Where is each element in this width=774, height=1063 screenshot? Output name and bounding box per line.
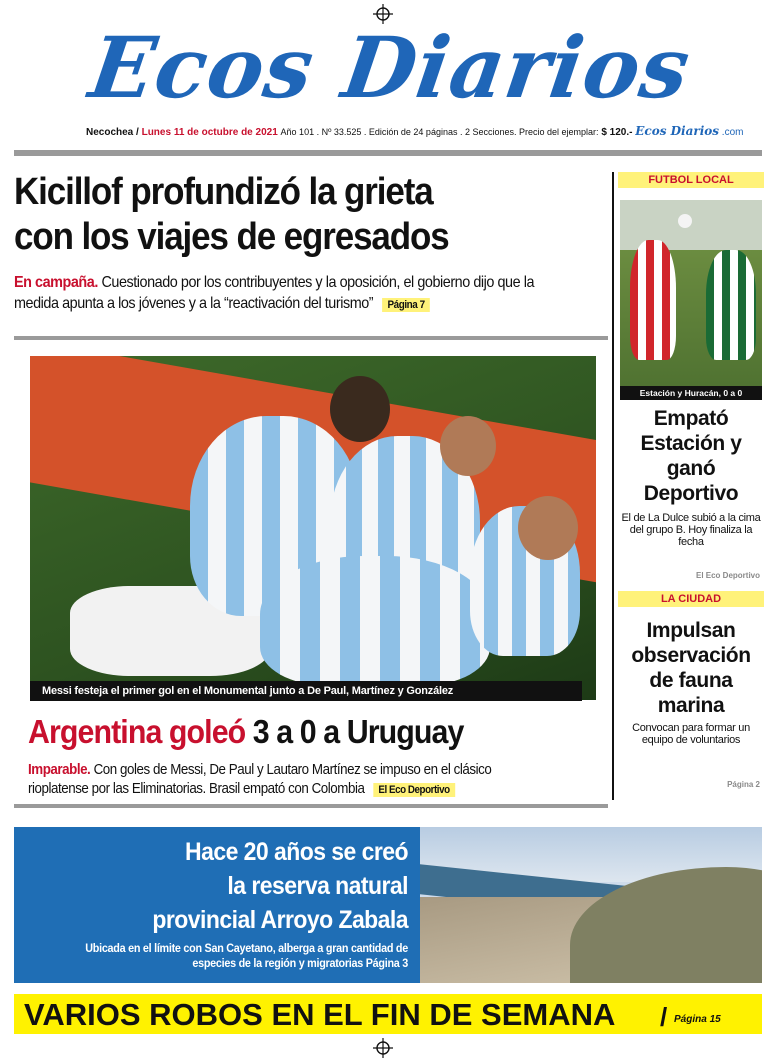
sidebar-body-2: Convocan para formar un equipo de voluntarios — [632, 722, 750, 746]
feature-headline-line2: la reserva natural — [227, 872, 408, 900]
lower-divider — [14, 804, 608, 808]
top-divider — [14, 150, 762, 156]
masthead-title: Ecos Diarios — [83, 18, 697, 117]
dateline-com[interactable]: .com — [721, 127, 744, 138]
feature-box[interactable] — [14, 827, 420, 983]
sidebar-body-1: El de La Dulce subió a la cima del grupo B. Hoy finaliza la fecha — [621, 512, 761, 548]
lead-summary — [14, 272, 554, 316]
bottom-banner-separator: / — [660, 1002, 668, 1032]
dateline-details: Año 101 . Nº 33.525 . Edición de 24 páginas . 2 Secciones. Precio del ejemplar: — [280, 127, 599, 137]
feature-headline-line1: Hace 20 años se creó — [185, 838, 408, 866]
masthead[interactable] — [60, 18, 720, 118]
photo-story-summary — [28, 760, 544, 800]
dateline-date: Lunes 11 de octubre de 2021 — [141, 127, 278, 138]
middle-divider — [14, 336, 608, 340]
photo-story-kicker: Imparable. — [28, 761, 91, 778]
sidebar-headline-1[interactable]: Empató Estación y ganó Deportivo — [640, 407, 742, 505]
photo-story-headline-red: Argentina goleó — [28, 713, 246, 750]
sidebar-credit-2[interactable]: Página 2 — [727, 780, 760, 789]
registration-mark-icon — [373, 1038, 393, 1058]
lead-kicker: En campaña. — [14, 274, 98, 291]
dateline-city: Necochea / — [86, 127, 139, 138]
photo-story-text: Con goles de Messi, De Paul y Lautaro Martínez se impuso en el clásico rioplatense por las Eliminatorias. Brasil empató con Colombia — [28, 761, 492, 797]
feature-headline-line3: provincial Arroyo Zabala — [152, 906, 408, 934]
photo-story-headline[interactable] — [28, 712, 562, 752]
dateline — [86, 124, 744, 138]
sidebar-photo-caption: Estación y Huracán, 0 a 0 — [620, 386, 762, 400]
sidebar-headline-2[interactable]: Impulsan observación de fauna marina — [631, 619, 751, 717]
feature-text: Ubicada en el límite con San Cayetano, alberga a gran cantidad de especies de la región y migratorias Página 3 — [85, 941, 409, 970]
lead-headline[interactable] — [14, 170, 557, 260]
lead-page-ref[interactable]: Página 7 — [382, 298, 430, 312]
main-photo[interactable] — [30, 356, 596, 700]
lead-headline-line2: con los viajes de egresados — [14, 216, 449, 258]
bottom-banner-text: VARIOS ROBOS EN EL FIN DE SEMANA — [24, 997, 616, 1032]
sidebar-credit-1[interactable]: El Eco Deportivo — [695, 571, 760, 580]
dateline-price: $ 120.- — [601, 127, 633, 138]
sidebar-photo[interactable] — [620, 200, 762, 400]
lead-headline-line1: Kicillof profundizó la grieta — [14, 171, 433, 213]
section-label-futbol-local[interactable]: FUTBOL LOCAL — [618, 172, 764, 188]
bottom-banner-page-ref[interactable]: Página 15 — [674, 1014, 721, 1025]
sidebar-divider — [612, 172, 614, 800]
feature-headline — [55, 835, 408, 937]
photo-story-page-ref[interactable]: El Eco Deportivo — [373, 783, 455, 797]
main-photo-caption: Messi festeja el primer gol en el Monumental junto a De Paul, Martínez y González — [30, 681, 582, 701]
photo-story-headline-black: 3 a 0 a Uruguay — [252, 713, 464, 750]
lead-text: Cuestionado por los contribuyentes y la oposición, el gobierno dijo que la medida apunta a los jóvenes y a la “reactivación del turismo” — [14, 274, 535, 312]
section-label-la-ciudad[interactable]: LA CIUDAD — [618, 591, 764, 607]
dateline-logo[interactable]: Ecos Diarios — [635, 124, 720, 138]
feature-photo[interactable] — [420, 827, 762, 983]
